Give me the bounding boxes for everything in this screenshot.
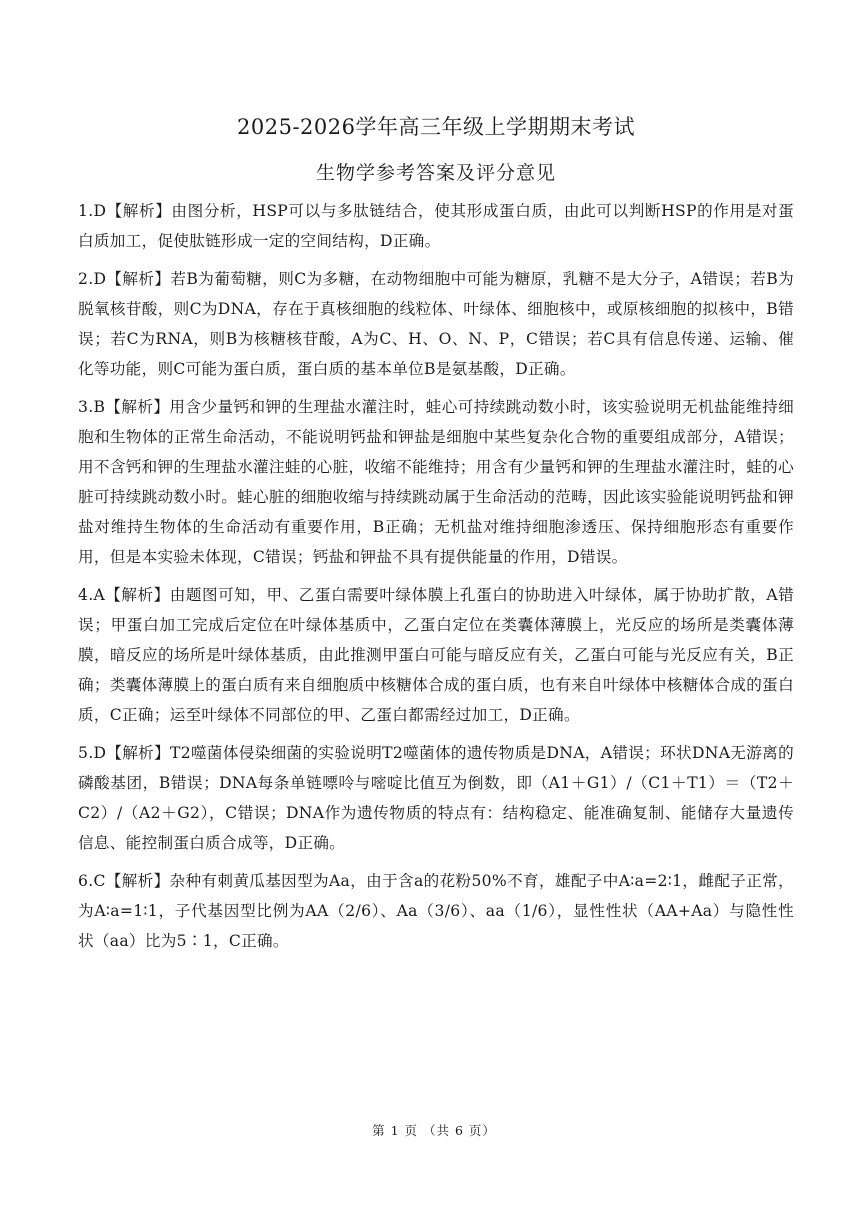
answer-4: 4.A【解析】由题图可知，甲、乙蛋白需要叶绿体膜上孔蛋白的协助进入叶绿体，属于协助扩散，A错误；甲蛋白加工完成后定位在叶绿体基质中，乙蛋白定位在类囊体薄膜上，光反应的场所是类囊体薄膜，暗反应的场所是叶绿体基质，由此推测甲蛋白可能与暗反应有关，乙蛋白可能与光反应有关，B正确；类囊体薄膜上的蛋白质有来自细胞质中核糖体合成的蛋白质，也有来自叶绿体中核糖体合成的蛋白质，C正确；运至叶绿体不同部位的甲、乙蛋白都需经过加工，D正确。 [78,586,794,724]
answer-3: 3.B【解析】用含少量钙和钾的生理盐水灌注时，蛙心可持续跳动数小时，该实验说明无机盐能维持细胞和生物体的正常生命活动，不能说明钙盐和钾盐是细胞中某些复杂化合物的重要组成部分，A错误；用不含钙和钾的生理盐水灌注蛙的心脏，收缩不能维持；用含有少量钙和钾的生理盐水灌注时，蛙的心脏可持续跳动数小时。蛙心脏的细胞收缩与持续跳动属于生命活动的范畴，因此该实验能说明钙盐和钾盐对维持生物体的生命活动有重要作用，B正确；无机盐对维持细胞渗透压、保持细胞形态有重要作用，但是本实验未体现，C错误；钙盐和钾盐不具有提供能量的作用，D错误。 [78,398,794,566]
answer-5: 5.D【解析】T2噬菌体侵染细菌的实验说明T2噬菌体的遗传物质是DNA，A错误；环状DNA无游离的磷酸基团，B错误；DNA每条单链嘌呤与嘧啶比值互为倒数，即（A1＋G1）/（C1＋T1）＝（T2＋C2）/（A2＋G2），C错误；DNA作为遗传物质的特点有：结构稳定、能准确复制、能储存大量遗传信息、能控制蛋白质合成等，D正确。 [78,744,794,852]
page-subtitle: 生物学参考答案及评分意见 [315,162,556,184]
answer-2: 2.D【解析】若B为葡萄糖，则C为多糖，在动物细胞中可能为糖原，乳糖不是大分子，A错误；若B为脱氧核苷酸，则C为DNA，存在于真核细胞的线粒体、叶绿体、细胞核中，或原核细胞的拟核中，B错误；若C为RNA，则B为核糖核苷酸，A为C、H、O、N、P，C错误；若C具有信息传递、运输、催化等功能，则C可能为蛋白质，蛋白质的基本单位B是氨基酸，D正确。 [78,270,794,378]
page-title: 2025-2026学年高三年级上学期期末考试 [237,115,635,139]
answer-6: 6.C【解析】杂种有刺黄瓜基因型为Aa，由于含a的花粉50%不育，雄配子中A∶a=2∶1，雌配子正常，为A∶a=1∶1，子代基因型比例为AA（2/6）、Aa（3/6）、aa（1/6），显性性状（AA+Aa）与隐性性状（aa）比为5∶1，C正确。 [78,872,794,950]
answer-1: 1.D【解析】由图分析，HSP可以与多肽链结合，使其形成蛋白质，由此可以判断HSP的作用是对蛋白质加工，促使肽链形成一定的空间结构，D正确。 [78,202,794,250]
page-footer: 第 1 页 （共 6 页） [372,1123,496,1138]
